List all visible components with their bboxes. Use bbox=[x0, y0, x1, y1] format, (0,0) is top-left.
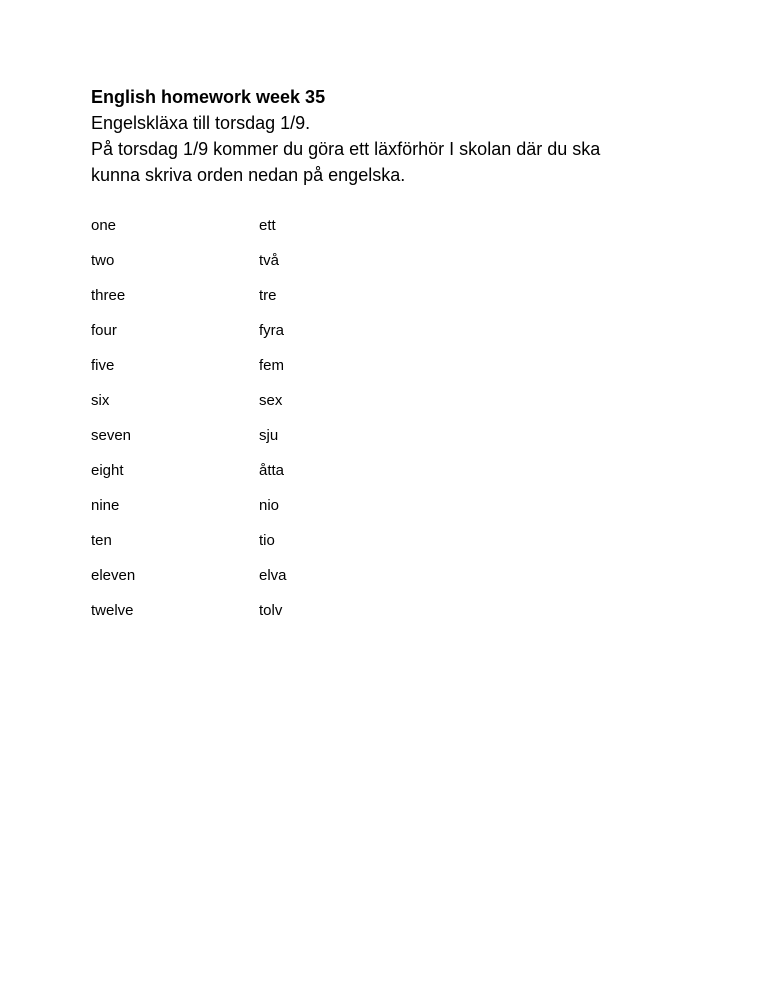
word-row bbox=[91, 286, 491, 321]
english-word: ten bbox=[91, 532, 112, 549]
swedish-word: två bbox=[259, 252, 280, 269]
word-row bbox=[91, 216, 491, 251]
intro-line: På torsdag 1/9 kommer du göra ett läxförhör I skolan där du ska bbox=[91, 139, 601, 159]
word-row bbox=[91, 391, 491, 426]
word-row bbox=[91, 426, 491, 461]
swedish-word: tio bbox=[259, 532, 275, 549]
english-word: four bbox=[91, 322, 117, 339]
word-row bbox=[91, 251, 491, 286]
swedish-word: nio bbox=[259, 497, 280, 514]
word-row bbox=[91, 356, 491, 391]
english-word: nine bbox=[91, 497, 120, 514]
swedish-word: fem bbox=[259, 357, 285, 374]
document-title: English homework week 35 bbox=[91, 87, 326, 107]
word-row bbox=[91, 321, 491, 356]
english-word: two bbox=[91, 252, 115, 269]
swedish-word: sex bbox=[259, 392, 283, 409]
swedish-word: ett bbox=[259, 217, 276, 234]
english-word: seven bbox=[91, 427, 132, 444]
swedish-word: elva bbox=[259, 567, 287, 584]
intro-line: Engelskläxa till torsdag 1/9. bbox=[91, 113, 311, 133]
english-word: six bbox=[91, 392, 110, 409]
word-row bbox=[91, 566, 491, 601]
swedish-word: fyra bbox=[259, 322, 285, 339]
word-row bbox=[91, 531, 491, 566]
document-header bbox=[91, 84, 711, 188]
english-word: eleven bbox=[91, 567, 136, 584]
english-word: eight bbox=[91, 462, 124, 479]
english-word: three bbox=[91, 287, 126, 304]
swedish-word: åtta bbox=[259, 462, 285, 479]
swedish-word: tre bbox=[259, 287, 277, 304]
swedish-word: tolv bbox=[259, 602, 283, 619]
word-list bbox=[91, 216, 491, 636]
english-word: twelve bbox=[91, 602, 134, 619]
english-word: one bbox=[91, 217, 117, 234]
swedish-word: sju bbox=[259, 427, 279, 444]
word-row bbox=[91, 461, 491, 496]
english-word: five bbox=[91, 357, 115, 374]
word-row bbox=[91, 601, 491, 636]
word-row bbox=[91, 496, 491, 531]
intro-line: kunna skriva orden nedan på engelska. bbox=[91, 165, 406, 185]
